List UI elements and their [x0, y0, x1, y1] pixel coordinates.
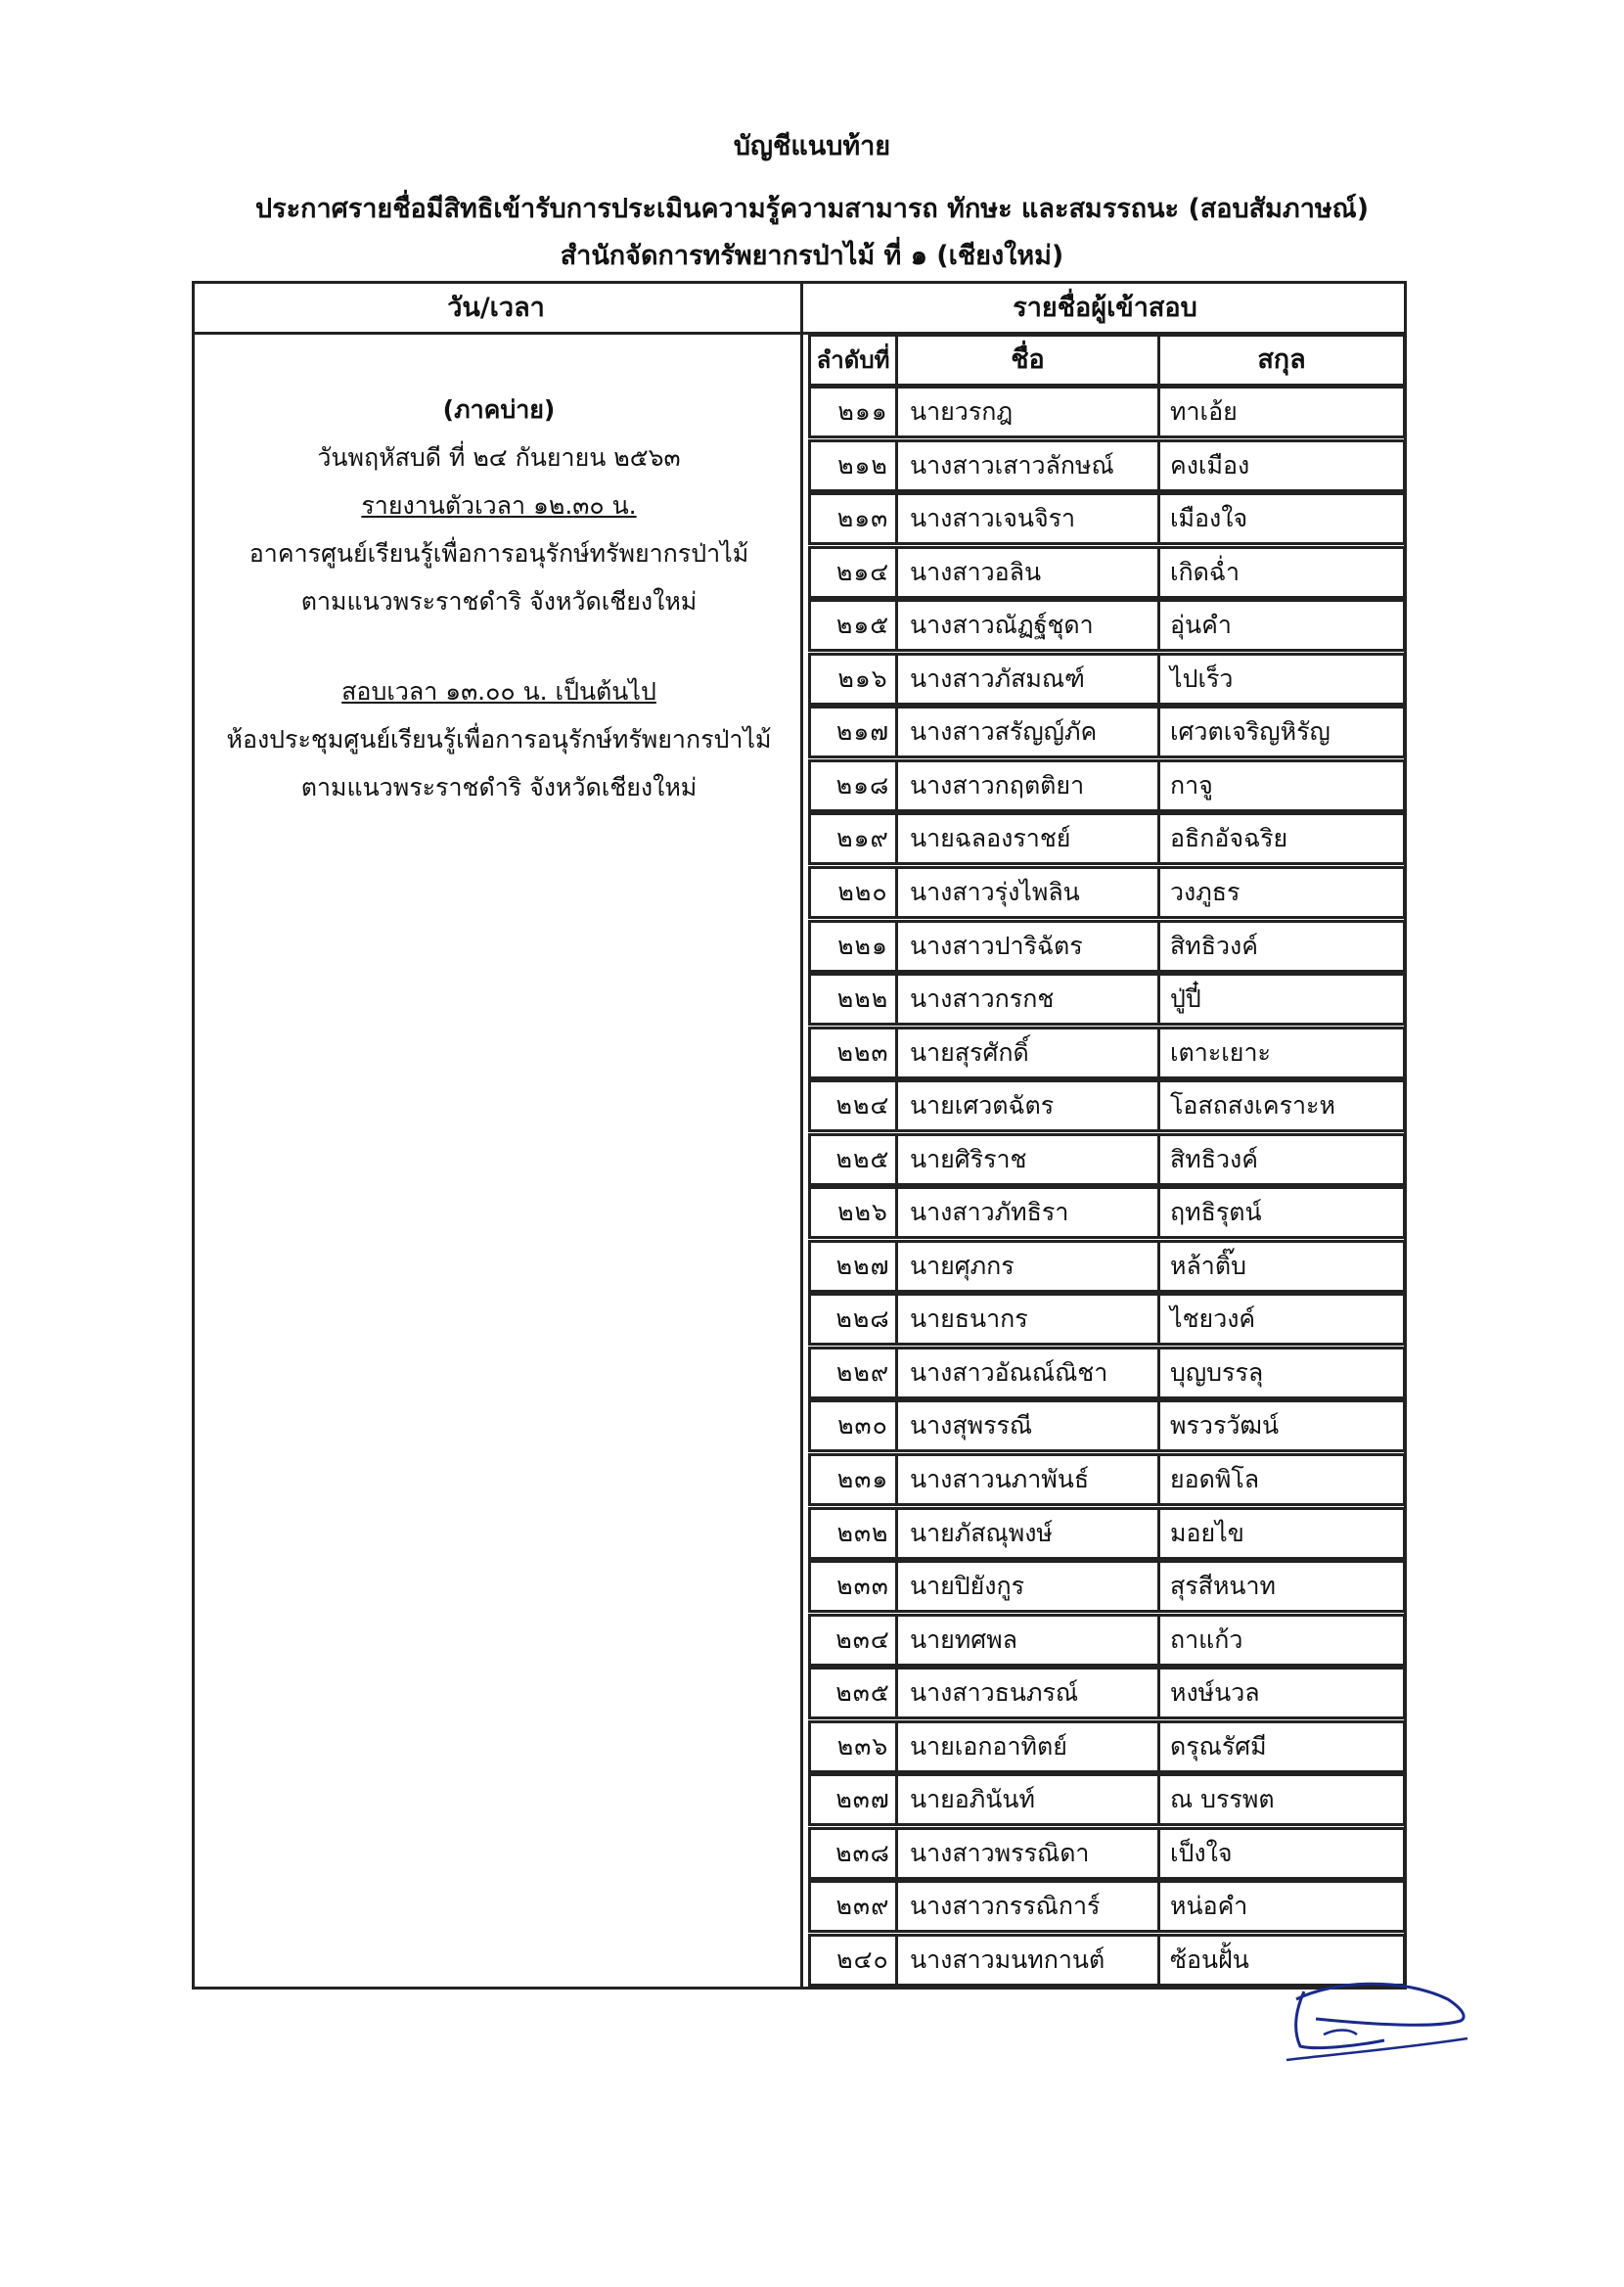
candidate-surname: สุรสีหนาท — [1170, 1572, 1277, 1600]
candidate-surname: เศวตเจริญหิรัญ — [1170, 717, 1331, 746]
row-number: ๒๑๘ — [835, 771, 890, 800]
report-place-line-2: ตามแนวพระราชดำริ จังหวัดเชียงใหม่ — [300, 587, 698, 616]
exam-place-line-2: ตามแนวพระราชดำริ จังหวัดเชียงใหม่ — [300, 773, 698, 801]
row-number: ๒๑๓ — [836, 504, 889, 532]
row-number: ๒๑๒ — [837, 451, 888, 480]
candidate-surname: ณ บรรพต — [1170, 1785, 1275, 1813]
schedule-info — [196, 386, 802, 811]
row-number: ๒๓๗ — [835, 1785, 890, 1813]
header-candidates: รายชื่อผู้เข้าสอบ — [1013, 293, 1197, 323]
candidate-name: นายสุรศักดิ์ — [910, 1038, 1029, 1067]
row-number: ๒๒๙ — [835, 1358, 890, 1387]
exam-date: วันพฤหัสบดี ที่ ๒๔ กันยายน ๒๕๖๓ — [317, 443, 681, 472]
candidate-surname: ทาเอ้ย — [1170, 397, 1238, 426]
row-number: ๒๓๕ — [835, 1678, 890, 1707]
candidate-surname: มอยไข — [1170, 1519, 1244, 1547]
candidate-surname: เตาะเยาะ — [1170, 1038, 1271, 1067]
candidate-name: นางสาวภัทธิรา — [910, 1198, 1069, 1226]
candidate-surname: หล้าติ๊บ — [1170, 1252, 1246, 1280]
row-number: ๒๓๙ — [835, 1892, 890, 1920]
candidate-surname: ฤทธิรุตน์ — [1170, 1198, 1262, 1226]
candidate-name: นางสาวธนภรณ์ — [910, 1678, 1079, 1707]
session-label: (ภาคบ่าย) — [442, 395, 556, 424]
candidate-name: นายเศวตฉัตร — [910, 1091, 1055, 1120]
exam-place-line-1: ห้องประชุมศูนย์เรียนรู้เพื่อการอนุรักษ์ทรัพยากรป่าไม้ — [226, 725, 772, 754]
row-number: ๒๓๓ — [836, 1572, 889, 1600]
office-name: สำนักจัดการทรัพยากรป่าไม้ ที่ ๑ (เชียงใหม่) — [560, 241, 1064, 271]
candidate-surname: สิทธิวงค์ — [1170, 1145, 1258, 1173]
candidate-name: นางสาวรุ่งไพลิน — [910, 878, 1080, 906]
row-number: ๒๓๘ — [835, 1839, 890, 1867]
candidate-surname: อุ่นคำ — [1170, 611, 1232, 639]
row-number: ๒๓๐ — [837, 1411, 888, 1440]
row-number: ๒๑๖ — [837, 664, 888, 693]
candidate-name: นายอภินันท์ — [910, 1785, 1035, 1813]
row-number: ๒๓๔ — [835, 1625, 890, 1654]
header-datetime: วัน/เวลา — [447, 293, 545, 323]
row-number: ๒๓๒ — [836, 1519, 889, 1547]
header-no: ลำดับที่ — [816, 346, 890, 374]
candidate-surname: หงษ์นวล — [1170, 1678, 1260, 1707]
candidate-surname: หน่อคำ — [1170, 1892, 1248, 1920]
candidate-surname: วงภูธร — [1170, 878, 1241, 906]
candidate-name: นางสุพรรณี — [910, 1411, 1033, 1440]
candidate-name: นางสาวสรัญญ์ภัค — [910, 717, 1098, 746]
row-number: ๒๒๔ — [835, 1091, 890, 1120]
candidate-name: นายศุภกร — [910, 1252, 1015, 1280]
candidate-name: นางสาวนภาพันธ์ — [910, 1465, 1090, 1493]
candidate-name: นายภัสณุพงษ์ — [910, 1519, 1053, 1547]
row-number: ๒๒๑ — [837, 932, 888, 960]
candidate-name: นางสาวเสาวลักษณ์ — [910, 451, 1114, 480]
document-title: บัญชีแนบท้าย — [733, 131, 891, 161]
row-number: ๒๑๕ — [835, 611, 890, 639]
row-number: ๒๑๔ — [835, 558, 890, 586]
header-surname: สกุล — [1257, 344, 1306, 375]
candidate-surname: ยอดพิโล — [1170, 1465, 1260, 1493]
candidate-name: นายฉลองราชย์ — [910, 824, 1071, 852]
candidate-name: นางสาวอัณณ์ณิชา — [910, 1358, 1108, 1387]
candidate-name: นายเอกอาทิตย์ — [910, 1732, 1067, 1761]
row-number: ๒๒๓ — [836, 1038, 889, 1067]
candidate-surname: เกิดฉ่ำ — [1170, 558, 1240, 586]
candidate-name: นางสาวกฤตติยา — [910, 771, 1085, 800]
row-number: ๒๒๐ — [837, 878, 888, 906]
row-number: ๒๒๖ — [837, 1198, 888, 1226]
candidate-surname: ซ้อนฝั้น — [1170, 1945, 1249, 1974]
row-number: ๒๒๕ — [835, 1145, 890, 1173]
report-time: รายงานตัวเวลา ๑๒.๓๐ น. — [361, 491, 637, 520]
exam-time: สอบเวลา ๑๓.๐๐ น. เป็นต้นไป — [341, 677, 656, 706]
candidate-name: นางสาวอลิน — [910, 558, 1042, 586]
candidate-surname: ถาแก้ว — [1170, 1625, 1243, 1654]
row-number: ๒๑๑ — [837, 397, 888, 426]
candidate-surname: ปู่ปี๋ — [1170, 984, 1201, 1013]
row-number: ๒๒๗ — [835, 1252, 890, 1280]
header-name: ชื่อ — [1011, 344, 1045, 375]
row-number: ๒๒๒ — [836, 984, 889, 1013]
candidate-name: นางสาวมนทกานต์ — [910, 1945, 1105, 1974]
report-place-line-1: อาคารศูนย์เรียนรู้เพื่อการอนุรักษ์ทรัพยากรป่าไม้ — [248, 539, 749, 568]
candidate-name: นายปิยังกูร — [910, 1572, 1025, 1600]
candidate-surname: ดรุณรัศมี — [1170, 1732, 1267, 1761]
candidate-name: นายวรกฎ — [910, 397, 1014, 426]
row-number: ๒๑๙ — [836, 824, 889, 852]
candidate-name: นางสาวกรกช — [910, 984, 1055, 1013]
candidate-surname: พรวรวัฒน์ — [1170, 1411, 1280, 1440]
candidate-name: นางสาวกรรณิการ์ — [910, 1892, 1101, 1920]
candidate-surname: เป็งใจ — [1170, 1839, 1233, 1867]
candidate-surname: โอสถสงเคราะห — [1170, 1091, 1335, 1120]
candidate-name: นางสาวเจนจิรา — [910, 504, 1076, 532]
candidate-surname: คงเมือง — [1170, 451, 1250, 480]
row-number: ๒๓๑ — [836, 1465, 889, 1493]
candidate-name: นางสาวณัฏฐ์ชุดา — [910, 611, 1094, 639]
candidate-name: นางสาวปาริฉัตร — [910, 932, 1083, 960]
candidate-name: นางสาวภัสมณฑ์ — [910, 664, 1085, 693]
candidate-name: นายศิริราช — [910, 1145, 1027, 1173]
signature-mark — [1277, 1970, 1472, 2078]
row-number: ๒๒๘ — [835, 1304, 890, 1333]
candidate-name: นายทศพล — [910, 1625, 1017, 1654]
row-number: ๒๔๐ — [836, 1945, 889, 1974]
candidate-surname: ไปเร็ว — [1170, 664, 1234, 693]
announcement-subtitle: ประกาศรายชื่อมีสิทธิเข้ารับการประเมินความรู้ความสามารถ ทักษะ และสมรรถนะ (สอบสัมภาษณ์) — [254, 194, 1370, 224]
candidate-name: นายธนากร — [910, 1304, 1028, 1333]
candidate-surname: ไชยวงค์ — [1170, 1304, 1256, 1333]
candidate-name: นางสาวพรรณิดา — [910, 1839, 1090, 1867]
candidate-surname: บุญบรรลุ — [1170, 1358, 1264, 1387]
row-number: ๒๓๖ — [836, 1732, 889, 1761]
candidate-surname: อธิกอัจฉริย — [1170, 824, 1288, 852]
candidate-surname: เมืองใจ — [1170, 504, 1248, 532]
candidate-surname: สิทธิวงค์ — [1170, 932, 1258, 960]
row-number: ๒๑๗ — [835, 717, 890, 746]
candidate-surname: กาจู — [1170, 771, 1213, 800]
